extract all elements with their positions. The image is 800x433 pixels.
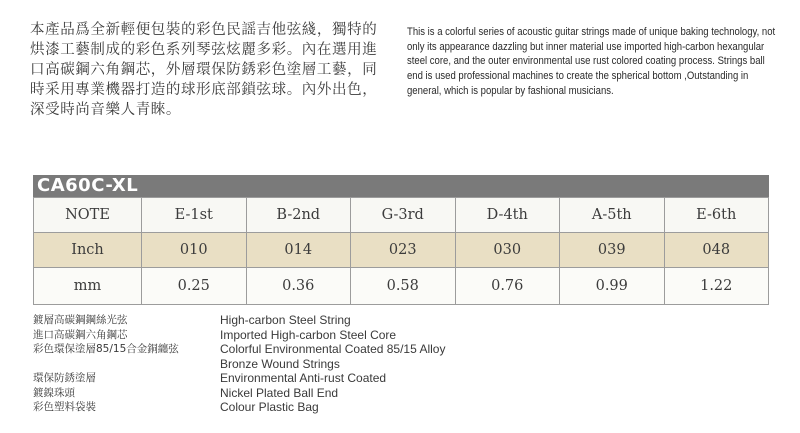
component-list (33, 313, 533, 415)
component-en: Colour Plastic Bag (220, 400, 319, 414)
component-en: Nickel Plated Ball End (220, 385, 339, 400)
model-name: CA60C-XL (37, 175, 139, 196)
component-cn: 彩色塑料袋裝 (33, 401, 96, 413)
component-en: Imported High-carbon Steel Core (220, 327, 397, 342)
table-cell: 010 (142, 233, 247, 268)
table-cell: 0.99 (560, 268, 665, 305)
list-item (33, 371, 533, 386)
table-cell: 023 (351, 233, 456, 268)
component-en: Colorful Environmental Coated 85/15 Alloy Bronze Wound Strings (220, 342, 446, 371)
string-gauge-table (33, 197, 769, 305)
table-cell: 014 (246, 233, 351, 268)
list-item (33, 342, 533, 371)
component-cn: 進口高碳鋼六角鋼芯 (33, 328, 128, 341)
table-row-note (34, 198, 769, 233)
table-cell: 030 (455, 233, 560, 268)
table-cell: G-3rd (351, 198, 456, 233)
component-en: High-carbon Steel String (220, 313, 351, 327)
list-item (33, 313, 533, 328)
table-row-inch (34, 233, 769, 268)
model-header-bar (33, 175, 769, 197)
english-description: This is a colorful series of acoustic guitar strings made of unique baking technology, not only its appearance dazzling but inner material use imported high-carbon hexangular steel core, and the outer environmental use rust colored coating process. Strings ball end is used professional machines to create the spherical bottom ,Outstanding in general, which is popular by fashional musicians. (407, 26, 776, 97)
table-cell: 1.22 (664, 268, 769, 305)
table-cell: 0.76 (455, 268, 560, 305)
component-cn: 環保防銹塗層 (33, 372, 96, 384)
list-item (33, 400, 533, 415)
list-item (33, 386, 533, 401)
component-cn: 彩色環保塗層85/15合金銅纏弦 (33, 343, 179, 355)
table-cell: D-4th (455, 198, 560, 233)
table-cell: A-5th (560, 198, 665, 233)
table-cell: 0.58 (351, 268, 456, 305)
component-cn: 鍍鎳珠頭 (33, 386, 75, 399)
table-cell: 0.36 (246, 268, 351, 305)
chinese-description: 本產品爲全新輕便包裝的彩色民謡吉他弦綫，獨特的烘漆工藝制成的彩色系列琴弦炫麗多彩。內在選用進口高碳鋼六角鋼芯，外層環保防銹彩色塗層工藝，同時采用專業機器打造的球形底部鎖弦球。內外出色，深受時尚音樂人青睞。 (30, 22, 378, 118)
table-row-mm (34, 268, 769, 305)
row-label: NOTE (34, 198, 142, 233)
table-cell: 0.25 (142, 268, 247, 305)
row-label: mm (34, 268, 142, 305)
table-cell: 039 (560, 233, 665, 268)
component-cn: 鍍層高碳鋼鋼絲光弦 (33, 314, 128, 326)
list-item (33, 328, 533, 343)
table-cell: 048 (664, 233, 769, 268)
table-cell: E-1st (142, 198, 247, 233)
component-en: Environmental Anti-rust Coated (220, 371, 387, 385)
table-cell: B-2nd (246, 198, 351, 233)
table-cell: E-6th (664, 198, 769, 233)
row-label: Inch (34, 233, 142, 268)
